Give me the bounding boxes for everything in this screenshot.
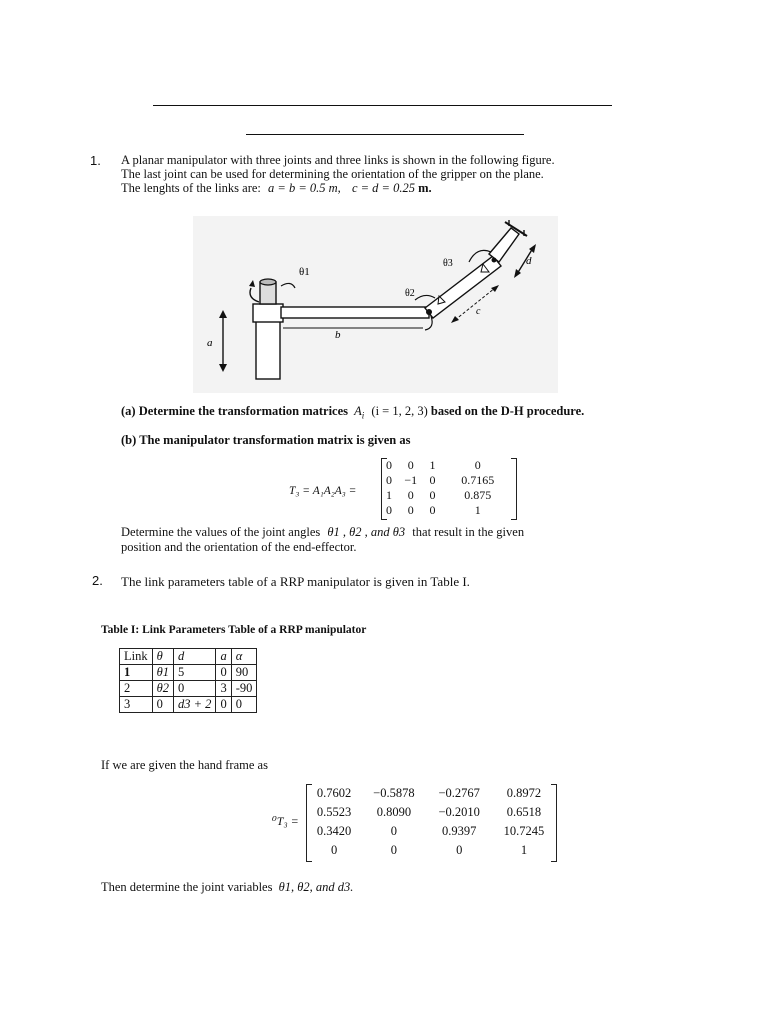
q2-matrix-cell: 0 — [456, 843, 463, 857]
q1-intro-line-1: A planar manipulator with three joints and three links is shown in the following figure. — [121, 153, 555, 167]
link-c — [425, 256, 501, 318]
question-1-number: 1. — [90, 153, 101, 168]
dimension-c-arrowhead-low — [451, 316, 459, 323]
q1-matrix-label: T₃ = A₁A₂A₃ = — [289, 485, 357, 497]
label-b: b — [335, 329, 341, 341]
q2-matrix-cell: 0.9397 — [442, 824, 477, 838]
q1-closing-line-1 — [121, 525, 524, 540]
q1-matrix-row — [382, 488, 516, 503]
q1-matrix-cell: 0 — [474, 458, 481, 472]
q1-matrix-cell: 0 — [385, 503, 392, 517]
q1-matrix-cell: 0 — [429, 488, 436, 502]
q1-intro-line-3 — [121, 181, 432, 196]
q2-matrix-cell: 0.3420 — [316, 824, 352, 838]
label-d: d — [526, 255, 532, 267]
table-cell: 2 — [120, 681, 153, 697]
q1-matrix — [381, 458, 517, 520]
q1-matrix-cell: 0 — [385, 458, 392, 472]
link-parameters-table — [119, 648, 257, 713]
manipulator-drawing — [193, 216, 558, 393]
table-cell: 0 — [216, 697, 231, 713]
q1-matrix-cell: 0 — [407, 503, 414, 517]
part-a-tail: based on the D-H procedure. — [430, 404, 585, 418]
q2-hand-frame-text: If we are given the hand frame as — [101, 758, 268, 772]
table-header-cell: a — [216, 649, 231, 665]
q1-intro-line-2: The last joint can be used for determining the orientation of the gripper on the plane. — [121, 167, 544, 181]
table-cell: d3 + 2 — [174, 697, 216, 713]
q1-matrix-cell: 0 — [407, 458, 414, 472]
table-cell: 5 — [174, 665, 216, 681]
table-cell: 1 — [120, 665, 153, 681]
joint-2-arc — [415, 295, 435, 300]
q1-closing-line-2: position and the orientation of the end-effector. — [121, 540, 357, 554]
q1-part-a — [121, 404, 584, 424]
label-theta3: θ3 — [443, 258, 453, 269]
table-cell: 0 — [174, 681, 216, 697]
joint-1-top — [260, 279, 276, 285]
q1-lengths-unit: m. — [418, 181, 432, 195]
q1-matrix-cell: −1 — [404, 473, 418, 487]
q1-lengths-cd: c = d = 0.25 — [351, 181, 415, 195]
joint-1-rotation-arc — [281, 283, 295, 288]
q2-closing-vars: θ1, θ2, and d3. — [278, 880, 354, 894]
table-cell: 3 — [120, 697, 153, 713]
q2-matrix-cell: 0.8972 — [506, 786, 542, 800]
base-column — [256, 321, 280, 379]
q2-closing-prefix: Then determine the joint variables — [101, 880, 273, 894]
base-collar — [253, 304, 283, 322]
q1-closing-prefix: Determine the values of the joint angles — [121, 525, 321, 539]
table-row — [120, 665, 257, 681]
label-c: c — [476, 306, 481, 317]
q2-intro: The link parameters table of a RRP manipulator is given in Table I. — [121, 574, 470, 589]
q1-matrix-row — [382, 503, 516, 518]
question-2-number: 2. — [92, 573, 103, 588]
q2-matrix-row — [307, 841, 556, 860]
q2-matrix-row — [307, 822, 556, 841]
link-b — [281, 307, 429, 318]
q1-matrix-cell: 1 — [474, 503, 481, 517]
part-a-var: A — [354, 404, 362, 418]
dimension-a-arrowhead-bottom — [219, 364, 227, 372]
table-cell: 0 — [152, 697, 173, 713]
table-cell: θ2 — [152, 681, 173, 697]
q2-matrix-cell: −0.5878 — [373, 786, 415, 800]
q1-matrix-row — [382, 473, 516, 488]
table-cell: 3 — [216, 681, 231, 697]
header-rule-long — [153, 105, 612, 106]
q2-matrix-cell: 1 — [520, 843, 528, 857]
q2-matrix-cell: 0 — [330, 843, 338, 857]
q1-matrix-cell: 0.7165 — [461, 473, 495, 487]
part-b-label: (b) — [121, 433, 137, 447]
table-cell: 0 — [216, 665, 231, 681]
joint-1-rotation-arrow — [250, 288, 259, 302]
table-cell: θ1 — [152, 665, 173, 681]
q2-matrix-cell: 0.8090 — [376, 805, 412, 819]
joint-2 — [426, 309, 432, 315]
q2-closing — [101, 880, 353, 895]
part-b-text: The manipulator transformation matrix is given as — [139, 433, 411, 447]
table-header-cell: θ — [152, 649, 173, 665]
part-a-label: (a) — [121, 404, 136, 418]
table-caption: Table I: Link Parameters Table of a RRP manipulator — [101, 624, 367, 636]
q2-matrix-label: ⁰T₃ = — [272, 814, 299, 828]
label-theta1: θ1 — [299, 266, 310, 278]
q2-matrix-cell: 0 — [390, 824, 397, 838]
joint-1-rotation-arrowhead — [249, 280, 255, 287]
q1-closing-angles: θ1 , θ2 , and θ3 — [327, 525, 406, 539]
header-rule-short — [246, 134, 524, 135]
part-a-range: (i = 1, 2, 3) — [371, 404, 428, 418]
q1-closing-suffix: that result in the given — [412, 525, 525, 539]
table-header-cell: α — [231, 649, 257, 665]
joint-3 — [492, 258, 497, 263]
table-cell: -90 — [231, 681, 257, 697]
q2-matrix-row — [307, 784, 556, 803]
table-header-cell: d — [174, 649, 216, 665]
q1-matrix-cell: 1 — [429, 458, 436, 472]
dimension-c-arrowhead-high — [491, 285, 499, 292]
link-d — [489, 228, 519, 262]
part-a-text: Determine the transformation matrices — [138, 404, 349, 418]
q1-part-b — [121, 433, 410, 448]
part-a-sub: i — [361, 410, 365, 421]
q2-matrix-cell: 0.7602 — [316, 786, 352, 800]
manipulator-figure — [193, 216, 558, 393]
q1-matrix-cell: 1 — [385, 488, 392, 502]
label-a: a — [207, 337, 213, 349]
q1-lengths-ab: a = b = 0.5 m, — [268, 181, 341, 195]
label-theta2: θ2 — [405, 288, 415, 299]
table-row — [120, 697, 257, 713]
q1-matrix-cell: 0 — [429, 473, 436, 487]
table-cell: 90 — [231, 665, 257, 681]
q2-matrix-cell: 0.6518 — [506, 805, 542, 819]
q2-matrix-row — [307, 803, 556, 822]
table-cell: 0 — [231, 697, 257, 713]
q2-matrix-cell: −0.2767 — [438, 786, 480, 800]
q1-matrix-cell: 0 — [429, 503, 436, 517]
table-header-cell: Link — [120, 649, 153, 665]
q1-matrix-cell: 0.875 — [464, 488, 492, 502]
table-row — [120, 681, 257, 697]
q1-matrix-cell: 0 — [385, 473, 392, 487]
q1-matrix-cell: 0 — [407, 488, 414, 502]
q2-matrix-cell: −0.2010 — [438, 805, 480, 819]
q2-matrix-cell: 0.5523 — [316, 805, 352, 819]
q2-matrix-cell: 10.7245 — [503, 824, 545, 838]
q1-lengths-prefix: The lenghts of the links are: — [121, 181, 261, 195]
q1-matrix-row — [382, 458, 516, 473]
q2-matrix — [306, 784, 557, 862]
q2-matrix-cell: 0 — [390, 843, 397, 857]
dimension-a-arrowhead-top — [219, 310, 227, 318]
